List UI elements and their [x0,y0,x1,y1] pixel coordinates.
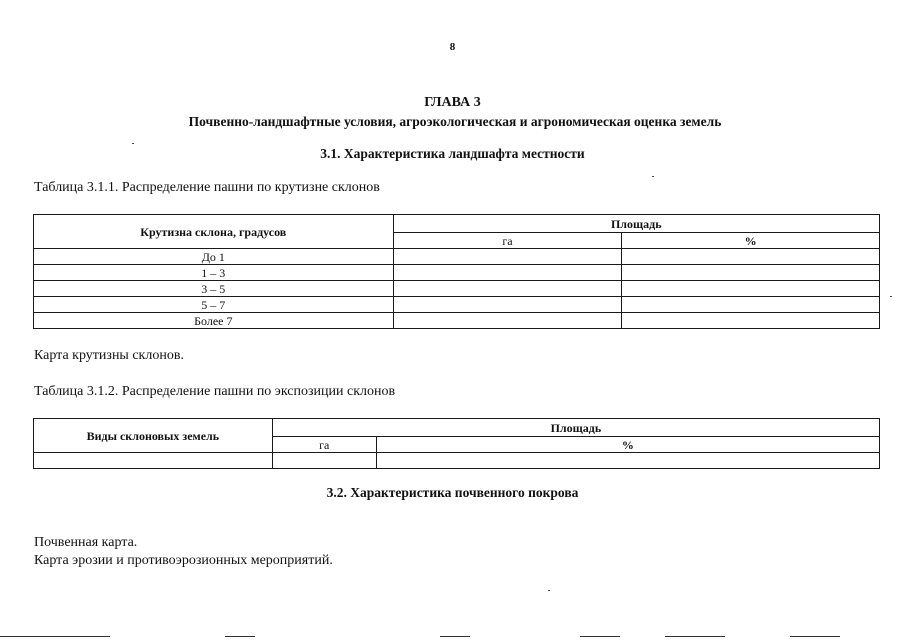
table-row [34,453,880,469]
page-number: 8 [449,41,456,53]
column-header-slope-lands: Виды склоновых земель [34,419,273,453]
section-heading-3-1: 3.1. Характеристика ландшафта местности [320,146,585,161]
column-header-steepness: Крутизна склона, градусов [34,215,394,249]
chapter-title: Почвенно-ландшафтные условия, агроэкологическая и агрономическая оценка земель [188,114,722,129]
cell-ha [272,453,376,469]
scan-edge-line [225,636,255,637]
cell-percent [622,313,880,329]
column-header-area: Площадь [272,419,879,437]
table-row [34,281,880,297]
table-1-caption: Таблица 3.1.1. Распределение пашни по крутизне склонов [34,180,380,195]
column-header-ha: га [272,437,376,453]
cell-percent [376,453,879,469]
table-row [34,249,880,265]
scan-speck [548,590,550,591]
column-header-percent: % [622,233,880,249]
cell-slope-type [34,453,273,469]
cell-ha [393,313,622,329]
cell-ha [393,281,622,297]
scan-edge-line [665,636,725,637]
scan-speck [132,143,134,144]
row-label: Более 7 [34,313,394,329]
scan-speck [890,296,892,297]
scan-edge-line [0,636,110,637]
row-label: 1 – 3 [34,265,394,281]
table-2-caption: Таблица 3.1.2. Распределение пашни по экспозиции склонов [34,384,396,399]
map-reference-soil: Почвенная карта. [34,535,138,550]
cell-percent [622,265,880,281]
slope-exposure-table [33,418,880,469]
row-label: 5 – 7 [34,297,394,313]
cell-percent [622,249,880,265]
cell-percent [622,281,880,297]
section-heading-3-2: 3.2. Характеристика почвенного покрова [326,485,579,500]
column-header-ha: га [393,233,622,249]
cell-ha [393,249,622,265]
column-header-area: Площадь [393,215,879,233]
row-label: 3 – 5 [34,281,394,297]
column-header-percent: % [376,437,879,453]
chapter-heading: ГЛАВА 3 [424,95,481,110]
map-reference-slope: Карта крутизны склонов. [34,348,184,363]
slope-steepness-table [33,214,880,329]
cell-percent [622,297,880,313]
scan-edge-line [790,636,840,637]
table-row [34,265,880,281]
row-label: До 1 [34,249,394,265]
table-row [34,297,880,313]
scan-edge-line [580,636,620,637]
map-reference-erosion: Карта эрозии и противоэрозионных мероприятий. [34,553,333,568]
scan-speck [652,176,654,177]
scan-edge-line [440,636,470,637]
table-row [34,313,880,329]
cell-ha [393,297,622,313]
cell-ha [393,265,622,281]
